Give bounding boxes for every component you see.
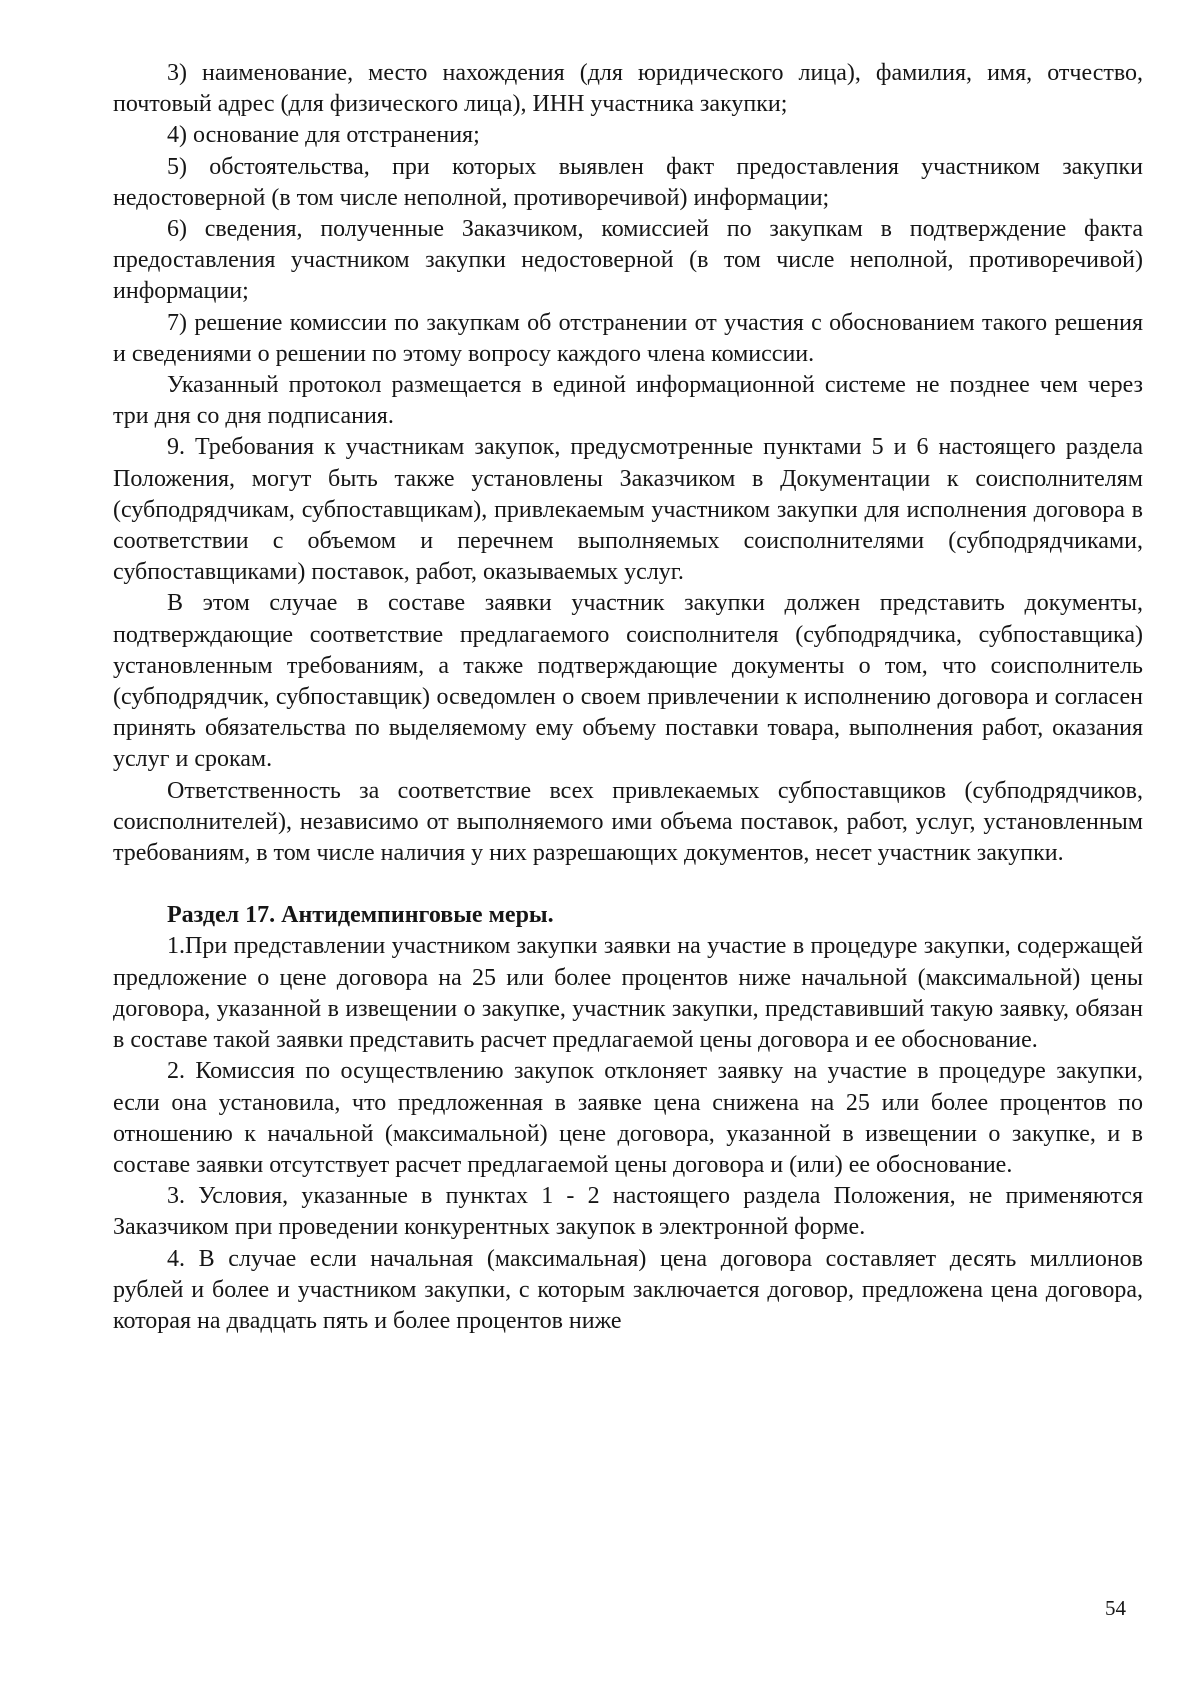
paragraph-clause-9: 9. Требования к участникам закупок, предусмотренные пунктами 5 и 6 настоящего раздела Положения, могут быть также установлены Заказчиком в Документации к соисполнителям (субподрядчикам, субпоставщикам), привлекаемым участником закупки для исполнения договора в соответствии с объемом и перечнем выполняемых соисполнителями (субподрядчиками, субпоставщиками) поставок, работ, оказываемых услуг. — [113, 434, 1143, 586]
paragraph-item-6: 6) сведения, полученные Заказчиком, комиссией по закупкам в подтверждение факта предоставления участником закупки недостоверной (в том числе неполной, противоречивой) информации; — [113, 216, 1143, 305]
paragraph-protocol-placement: Указанный протокол размещается в единой информационной системе не позднее чем через три дня со дня подписания. — [113, 372, 1143, 430]
paragraph-item-5: 5) обстоятельства, при которых выявлен факт предоставления участником закупки недостоверной (в том числе неполной, противоречивой) информации; — [113, 153, 1143, 211]
paragraph-antidumping-1: 1.При представлении участником закупки заявки на участие в процедуре закупки, содержащей предложение о цене договора на 25 или более процентов ниже начальной (максимальной) цены договора, указанной в извещении о закупке, участник закупки, представивший такую заявку, обязан в составе такой заявки представить расчет предлагаемой цены договора и ее обоснование. — [113, 933, 1143, 1054]
paragraphs-after — [113, 931, 1143, 1337]
paragraph-antidumping-3: 3. Условия, указанные в пунктах 1 - 2 настоящего раздела Положения, не применяются Заказчиком при проведении конкурентных закупок в электронной форме. — [113, 1183, 1143, 1241]
paragraph-responsibility: Ответственность за соответствие всех привлекаемых субпоставщиков (субподрядчиков, соисполнителей), независимо от выполняемого ими объема поставок, работ, услуг, установленным требованиям, в том числе наличия у них разрешающих документов, несет участник закупки. — [113, 777, 1143, 867]
document-page — [113, 58, 1143, 1337]
paragraph-antidumping-2: 2. Комиссия по осуществлению закупок отклоняет заявку на участие в процедуре закупки, если она установила, что предложенная в заявке цена снижена на 25 или более процентов по отношению к начальной (максимальной) цене договора, указанной в извещении о закупке, и в составе заявки отсутствует расчет предлагаемой цены договора и (или) ее обоснование. — [113, 1058, 1143, 1178]
paragraph-antidumping-4: 4. В случае если начальная (максимальная) цена договора составляет десять миллионов рублей и более и участником закупки, с которым заключается договор, предложена цена договора, которая на двадцать пять и более процентов ниже — [113, 1245, 1143, 1334]
section-heading: Раздел 17. Антидемпинговые меры. — [167, 902, 554, 929]
paragraph-item-7: 7) решение комиссии по закупкам об отстранении от участия с обоснованием такого решения и сведениями о решении по этому вопросу каждого члена комиссии. — [113, 309, 1143, 367]
page-number: 54 — [1105, 1596, 1126, 1620]
paragraph-item-4: 4) основание для отстранения; — [167, 122, 480, 149]
paragraph-application-docs: В этом случае в составе заявки участник закупки должен представить документы, подтверждающие соответствие предлагаемого соисполнителя (субподрядчика, субпоставщика) установленным требованиям, а также подтверждающие документы о том, что соисполнитель (субподрядчик, субпоставщик) осведомлен о своем привлечении к исполнению договора и согласен принять обязательства по выделяемому ему объему поставки товара, выполнения работ, оказания услуг и срокам. — [113, 590, 1143, 773]
paragraph-item-3: 3) наименование, место нахождения (для юридического лица), фамилия, имя, отчество, почтовый адрес (для физического лица), ИНН участника закупки; — [113, 60, 1143, 118]
paragraphs-before — [113, 58, 1143, 869]
